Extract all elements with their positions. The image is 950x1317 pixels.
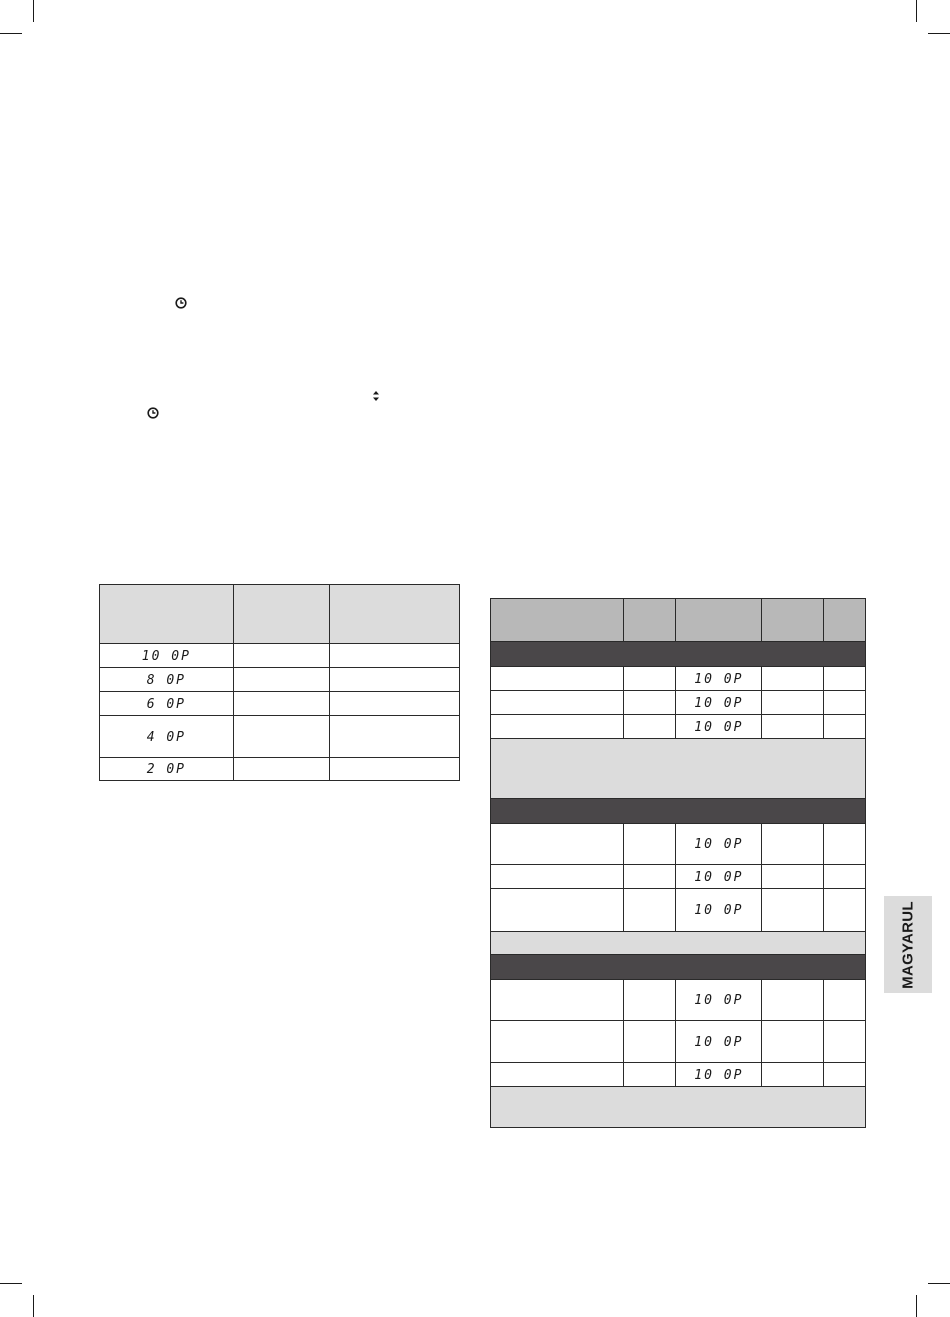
table-cell — [491, 715, 624, 739]
table-header-cell — [491, 599, 624, 642]
clock-icon — [147, 407, 159, 419]
note-cell — [491, 739, 866, 799]
table-row — [100, 758, 460, 781]
table-cell — [623, 824, 676, 865]
table-row — [100, 644, 460, 668]
table-cell — [491, 824, 624, 865]
table-cell — [824, 667, 866, 691]
table-cell — [330, 668, 460, 692]
table-cell — [491, 865, 624, 889]
table-cell — [623, 889, 676, 932]
table-header-cell — [762, 599, 824, 642]
display-readout: 10 0P — [694, 837, 744, 852]
crop-mark-bottom-right — [928, 1283, 950, 1284]
display-readout: 6 0P — [146, 696, 187, 712]
language-tab — [884, 896, 932, 993]
table-cell — [824, 715, 866, 739]
language-tab-label: MAGYARUL — [899, 900, 917, 989]
display-readout: 10 0P — [694, 719, 744, 735]
section-header-row — [491, 642, 866, 667]
table-header-cell — [330, 585, 460, 644]
table-cell — [824, 980, 866, 1021]
table-row — [100, 668, 460, 692]
table-cell — [491, 889, 624, 932]
section-header — [491, 642, 866, 667]
table-row — [100, 692, 460, 716]
display-cell — [100, 692, 234, 716]
table-row — [491, 691, 866, 715]
table-header-cell — [676, 599, 762, 642]
table-cell — [491, 1063, 624, 1087]
table-header-cell — [623, 599, 676, 642]
crop-mark-bottom-right — [916, 1295, 917, 1317]
table-row — [491, 1063, 866, 1087]
table-cell — [762, 865, 824, 889]
table-cell — [623, 667, 676, 691]
table-cell — [233, 692, 330, 716]
display-readout: 2 0P — [146, 762, 187, 777]
table-cell — [623, 865, 676, 889]
table-cell — [824, 1021, 866, 1063]
table-cell — [762, 691, 824, 715]
display-readout: 10 0P — [694, 903, 744, 918]
section-header — [491, 799, 866, 824]
crop-mark-bottom-left — [33, 1295, 34, 1317]
table-cell — [233, 644, 330, 668]
display-readout: 10 0P — [694, 993, 744, 1008]
table-cell — [623, 1021, 676, 1063]
display-cell — [676, 715, 762, 739]
table-row — [100, 716, 460, 758]
crop-mark-top-left — [0, 33, 22, 34]
display-readout: 10 0P — [694, 695, 744, 711]
display-cell — [676, 691, 762, 715]
table-cell — [623, 715, 676, 739]
display-readout: 10 0P — [694, 1034, 744, 1050]
display-cell — [676, 889, 762, 932]
table-cell — [330, 692, 460, 716]
display-cell — [676, 980, 762, 1021]
table-cell — [762, 1063, 824, 1087]
table-cell — [762, 980, 824, 1021]
table-cell — [233, 668, 330, 692]
section-header-row — [491, 799, 866, 824]
table-cell — [623, 1063, 676, 1087]
table-cell — [623, 980, 676, 1021]
table-header-cell — [824, 599, 866, 642]
display-cell — [100, 668, 234, 692]
table-header-row — [491, 599, 866, 642]
table-cell — [233, 716, 330, 758]
table-cell — [491, 1021, 624, 1063]
table-cell — [330, 758, 460, 781]
display-readout: 10 0P — [694, 869, 744, 885]
note-row — [491, 932, 866, 955]
display-readout: 8 0P — [146, 672, 187, 688]
display-cell — [676, 1021, 762, 1063]
table-row — [491, 824, 866, 865]
table-row — [491, 889, 866, 932]
table-cell — [330, 644, 460, 668]
display-readout: 4 0P — [146, 729, 187, 745]
table-cell — [762, 715, 824, 739]
program-table — [490, 598, 866, 1128]
display-cell — [676, 667, 762, 691]
crop-mark-bottom-left — [0, 1283, 22, 1284]
note-row — [491, 739, 866, 799]
section-header-row — [491, 955, 866, 980]
table-cell — [623, 691, 676, 715]
table-cell — [491, 980, 624, 1021]
table-header-row — [100, 585, 460, 644]
table-cell — [824, 889, 866, 932]
table-header-cell — [100, 585, 234, 644]
table-cell — [491, 691, 624, 715]
table-cell — [233, 758, 330, 781]
note-cell — [491, 932, 866, 955]
table-row — [491, 667, 866, 691]
table-cell — [491, 667, 624, 691]
display-cell — [100, 758, 234, 781]
display-readout: 10 0P — [694, 1067, 744, 1083]
clock-icon — [175, 297, 187, 309]
table-cell — [762, 667, 824, 691]
table-header-cell — [233, 585, 330, 644]
display-cell — [100, 716, 234, 758]
display-readout: 10 0P — [694, 671, 744, 687]
table-cell — [824, 1063, 866, 1087]
table-row — [491, 980, 866, 1021]
table-cell — [330, 716, 460, 758]
table-cell — [824, 865, 866, 889]
updown-arrows-icon — [372, 390, 380, 402]
crop-mark-top-right — [916, 0, 917, 22]
display-readout: 10 0P — [141, 648, 191, 664]
table-row — [491, 865, 866, 889]
power-level-table — [99, 584, 460, 781]
display-cell — [100, 644, 234, 668]
table-cell — [762, 1021, 824, 1063]
note-cell — [491, 1087, 866, 1128]
section-header — [491, 955, 866, 980]
table-cell — [824, 824, 866, 865]
display-cell — [676, 1063, 762, 1087]
table-cell — [762, 889, 824, 932]
table-cell — [762, 824, 824, 865]
table-cell — [824, 691, 866, 715]
table-row — [491, 715, 866, 739]
note-row — [491, 1087, 866, 1128]
display-cell — [676, 824, 762, 865]
crop-mark-top-left — [33, 0, 34, 22]
display-cell — [676, 865, 762, 889]
table-row — [491, 1021, 866, 1063]
crop-mark-top-right — [928, 33, 950, 34]
